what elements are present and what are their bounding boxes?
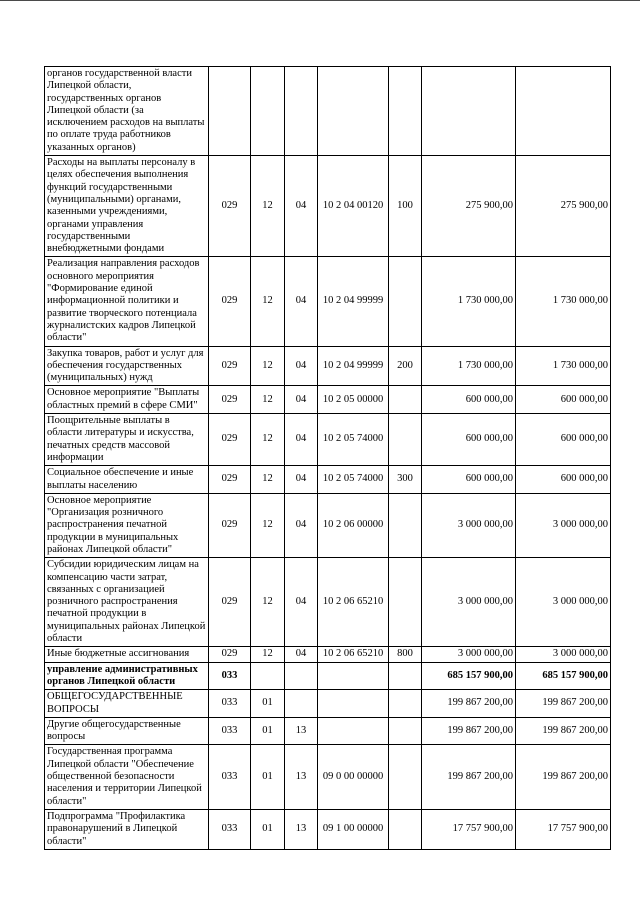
cell-expense-type-code [389,717,422,745]
cell-amount-first: 1 730 000,00 [422,346,516,386]
cell-section-code: 01 [251,745,285,809]
cell-target-article-code: 10 2 06 00000 [318,493,389,557]
cell-grbs-code: 033 [209,809,251,849]
cell-description: ОБЩЕГОСУДАРСТВЕННЫЕ ВОПРОСЫ [45,690,209,718]
cell-expense-type-code [389,809,422,849]
cell-expense-type-code [389,662,422,690]
cell-description: Расходы на выплаты персоналу в целях обеспечения выполнения функций государственными (муниципальными) органами, казенными учреждениями, органами управления государственными внебюджетными фондами [45,156,209,257]
cell-description: Государственная программа Липецкой области "Обеспечение общественной безопасности населения и территории Липецкой области" [45,745,209,809]
cell-target-article-code: 10 2 06 65210 [318,558,389,647]
table-row [45,493,611,557]
cell-target-article-code [318,67,389,156]
cell-description: Поощрительные выплаты в области литературы и искусства, печатных средств массовой информации [45,414,209,466]
cell-amount-first: 199 867 200,00 [422,745,516,809]
cell-description: управление административных органов Липецкой области [45,662,209,690]
budget-table-body [45,67,611,850]
cell-amount-second: 17 757 900,00 [516,809,611,849]
cell-subsection-code: 04 [285,647,318,662]
cell-subsection-code: 13 [285,717,318,745]
cell-subsection-code: 04 [285,257,318,346]
cell-amount-first: 3 000 000,00 [422,558,516,647]
cell-description: Основное мероприятие "Организация розничного распространения печатной продукции в муниципальных районах Липецкой области" [45,493,209,557]
cell-amount-first: 17 757 900,00 [422,809,516,849]
cell-amount-first: 600 000,00 [422,466,516,494]
cell-expense-type-code [389,493,422,557]
cell-description: Подпрограмма "Профилактика правонарушений в Липецкой области" [45,809,209,849]
cell-amount-first [422,67,516,156]
cell-description: Другие общегосударственные вопросы [45,717,209,745]
cell-description: Закупка товаров, работ и услуг для обеспечения государственных (муниципальных) нужд [45,346,209,386]
cell-grbs-code: 029 [209,257,251,346]
table-row [45,717,611,745]
cell-section-code: 12 [251,558,285,647]
cell-amount-first: 3 000 000,00 [422,647,516,662]
cell-amount-second [516,67,611,156]
cell-grbs-code: 029 [209,414,251,466]
cell-expense-type-code [389,414,422,466]
cell-subsection-code [285,67,318,156]
cell-amount-first: 199 867 200,00 [422,717,516,745]
cell-expense-type-code [389,257,422,346]
table-row [45,257,611,346]
table-row [45,67,611,156]
table-row [45,690,611,718]
cell-expense-type-code [389,690,422,718]
cell-amount-second: 600 000,00 [516,386,611,414]
cell-amount-first: 275 900,00 [422,156,516,257]
cell-section-code: 01 [251,690,285,718]
table-row [45,647,611,662]
cell-grbs-code: 029 [209,156,251,257]
table-row [45,156,611,257]
cell-grbs-code: 029 [209,493,251,557]
cell-amount-second: 3 000 000,00 [516,558,611,647]
cell-target-article-code: 10 2 05 74000 [318,414,389,466]
cell-expense-type-code: 100 [389,156,422,257]
cell-target-article-code: 10 2 05 74000 [318,466,389,494]
cell-description: Основное мероприятие "Выплаты областных премий в сфере СМИ" [45,386,209,414]
cell-subsection-code: 04 [285,493,318,557]
cell-amount-second: 685 157 900,00 [516,662,611,690]
cell-expense-type-code: 300 [389,466,422,494]
cell-section-code: 12 [251,386,285,414]
cell-description: Реализация направления расходов основного мероприятия "Формирование единой информационной политики и развитие творческого потенциала журналистских кадров Липецкой области" [45,257,209,346]
cell-target-article-code: 09 1 00 00000 [318,809,389,849]
page-top-edge-line [0,0,640,1]
cell-expense-type-code [389,745,422,809]
cell-grbs-code: 033 [209,662,251,690]
cell-target-article-code [318,717,389,745]
cell-section-code: 12 [251,414,285,466]
cell-subsection-code: 04 [285,156,318,257]
cell-subsection-code: 04 [285,558,318,647]
table-row [45,809,611,849]
table-row [45,558,611,647]
cell-amount-second: 1 730 000,00 [516,257,611,346]
cell-amount-first: 685 157 900,00 [422,662,516,690]
table-row [45,346,611,386]
cell-description: Иные бюджетные ассигнования [45,647,209,662]
cell-subsection-code: 13 [285,809,318,849]
table-row [45,662,611,690]
cell-section-code: 12 [251,466,285,494]
cell-amount-first: 1 730 000,00 [422,257,516,346]
cell-expense-type-code [389,67,422,156]
table-row [45,466,611,494]
cell-target-article-code [318,690,389,718]
cell-description: Субсидии юридическим лицам на компенсацию части затрат, связанных с организацией розничного распространения печатной продукции в муниципальных районах Липецкой области [45,558,209,647]
cell-section-code: 12 [251,346,285,386]
cell-section-code: 01 [251,809,285,849]
cell-description: органов государственной власти Липецкой области, государственных органов Липецкой области (за исключением расходов на выплаты по оплате труда работников указанных органов) [45,67,209,156]
cell-amount-first: 600 000,00 [422,414,516,466]
cell-amount-first: 199 867 200,00 [422,690,516,718]
cell-amount-first: 3 000 000,00 [422,493,516,557]
cell-subsection-code: 13 [285,745,318,809]
cell-section-code [251,662,285,690]
cell-target-article-code: 10 2 04 99999 [318,257,389,346]
cell-subsection-code: 04 [285,414,318,466]
cell-grbs-code: 029 [209,558,251,647]
cell-target-article-code: 10 2 05 00000 [318,386,389,414]
cell-expense-type-code: 800 [389,647,422,662]
cell-subsection-code [285,690,318,718]
cell-grbs-code: 029 [209,647,251,662]
cell-amount-second: 600 000,00 [516,414,611,466]
cell-expense-type-code [389,386,422,414]
cell-amount-second: 199 867 200,00 [516,745,611,809]
cell-grbs-code [209,67,251,156]
cell-subsection-code [285,662,318,690]
cell-section-code: 12 [251,257,285,346]
cell-target-article-code: 09 0 00 00000 [318,745,389,809]
cell-grbs-code: 029 [209,346,251,386]
cell-description: Социальное обеспечение и иные выплаты населению [45,466,209,494]
cell-amount-first: 600 000,00 [422,386,516,414]
cell-grbs-code: 029 [209,386,251,414]
cell-amount-second: 199 867 200,00 [516,717,611,745]
cell-section-code: 12 [251,493,285,557]
cell-amount-second: 3 000 000,00 [516,493,611,557]
cell-expense-type-code: 200 [389,346,422,386]
cell-grbs-code: 033 [209,690,251,718]
budget-table [44,66,611,850]
cell-section-code: 12 [251,647,285,662]
cell-subsection-code: 04 [285,466,318,494]
cell-amount-second: 600 000,00 [516,466,611,494]
cell-amount-second: 275 900,00 [516,156,611,257]
cell-grbs-code: 033 [209,717,251,745]
cell-section-code [251,67,285,156]
cell-amount-second: 3 000 000,00 [516,647,611,662]
cell-grbs-code: 029 [209,466,251,494]
table-row [45,414,611,466]
table-row [45,386,611,414]
cell-section-code: 01 [251,717,285,745]
cell-amount-second: 199 867 200,00 [516,690,611,718]
cell-expense-type-code [389,558,422,647]
cell-subsection-code: 04 [285,346,318,386]
cell-target-article-code: 10 2 06 65210 [318,647,389,662]
cell-section-code: 12 [251,156,285,257]
cell-target-article-code [318,662,389,690]
table-row [45,745,611,809]
cell-target-article-code: 10 2 04 99999 [318,346,389,386]
cell-subsection-code: 04 [285,386,318,414]
cell-grbs-code: 033 [209,745,251,809]
cell-amount-second: 1 730 000,00 [516,346,611,386]
cell-target-article-code: 10 2 04 00120 [318,156,389,257]
